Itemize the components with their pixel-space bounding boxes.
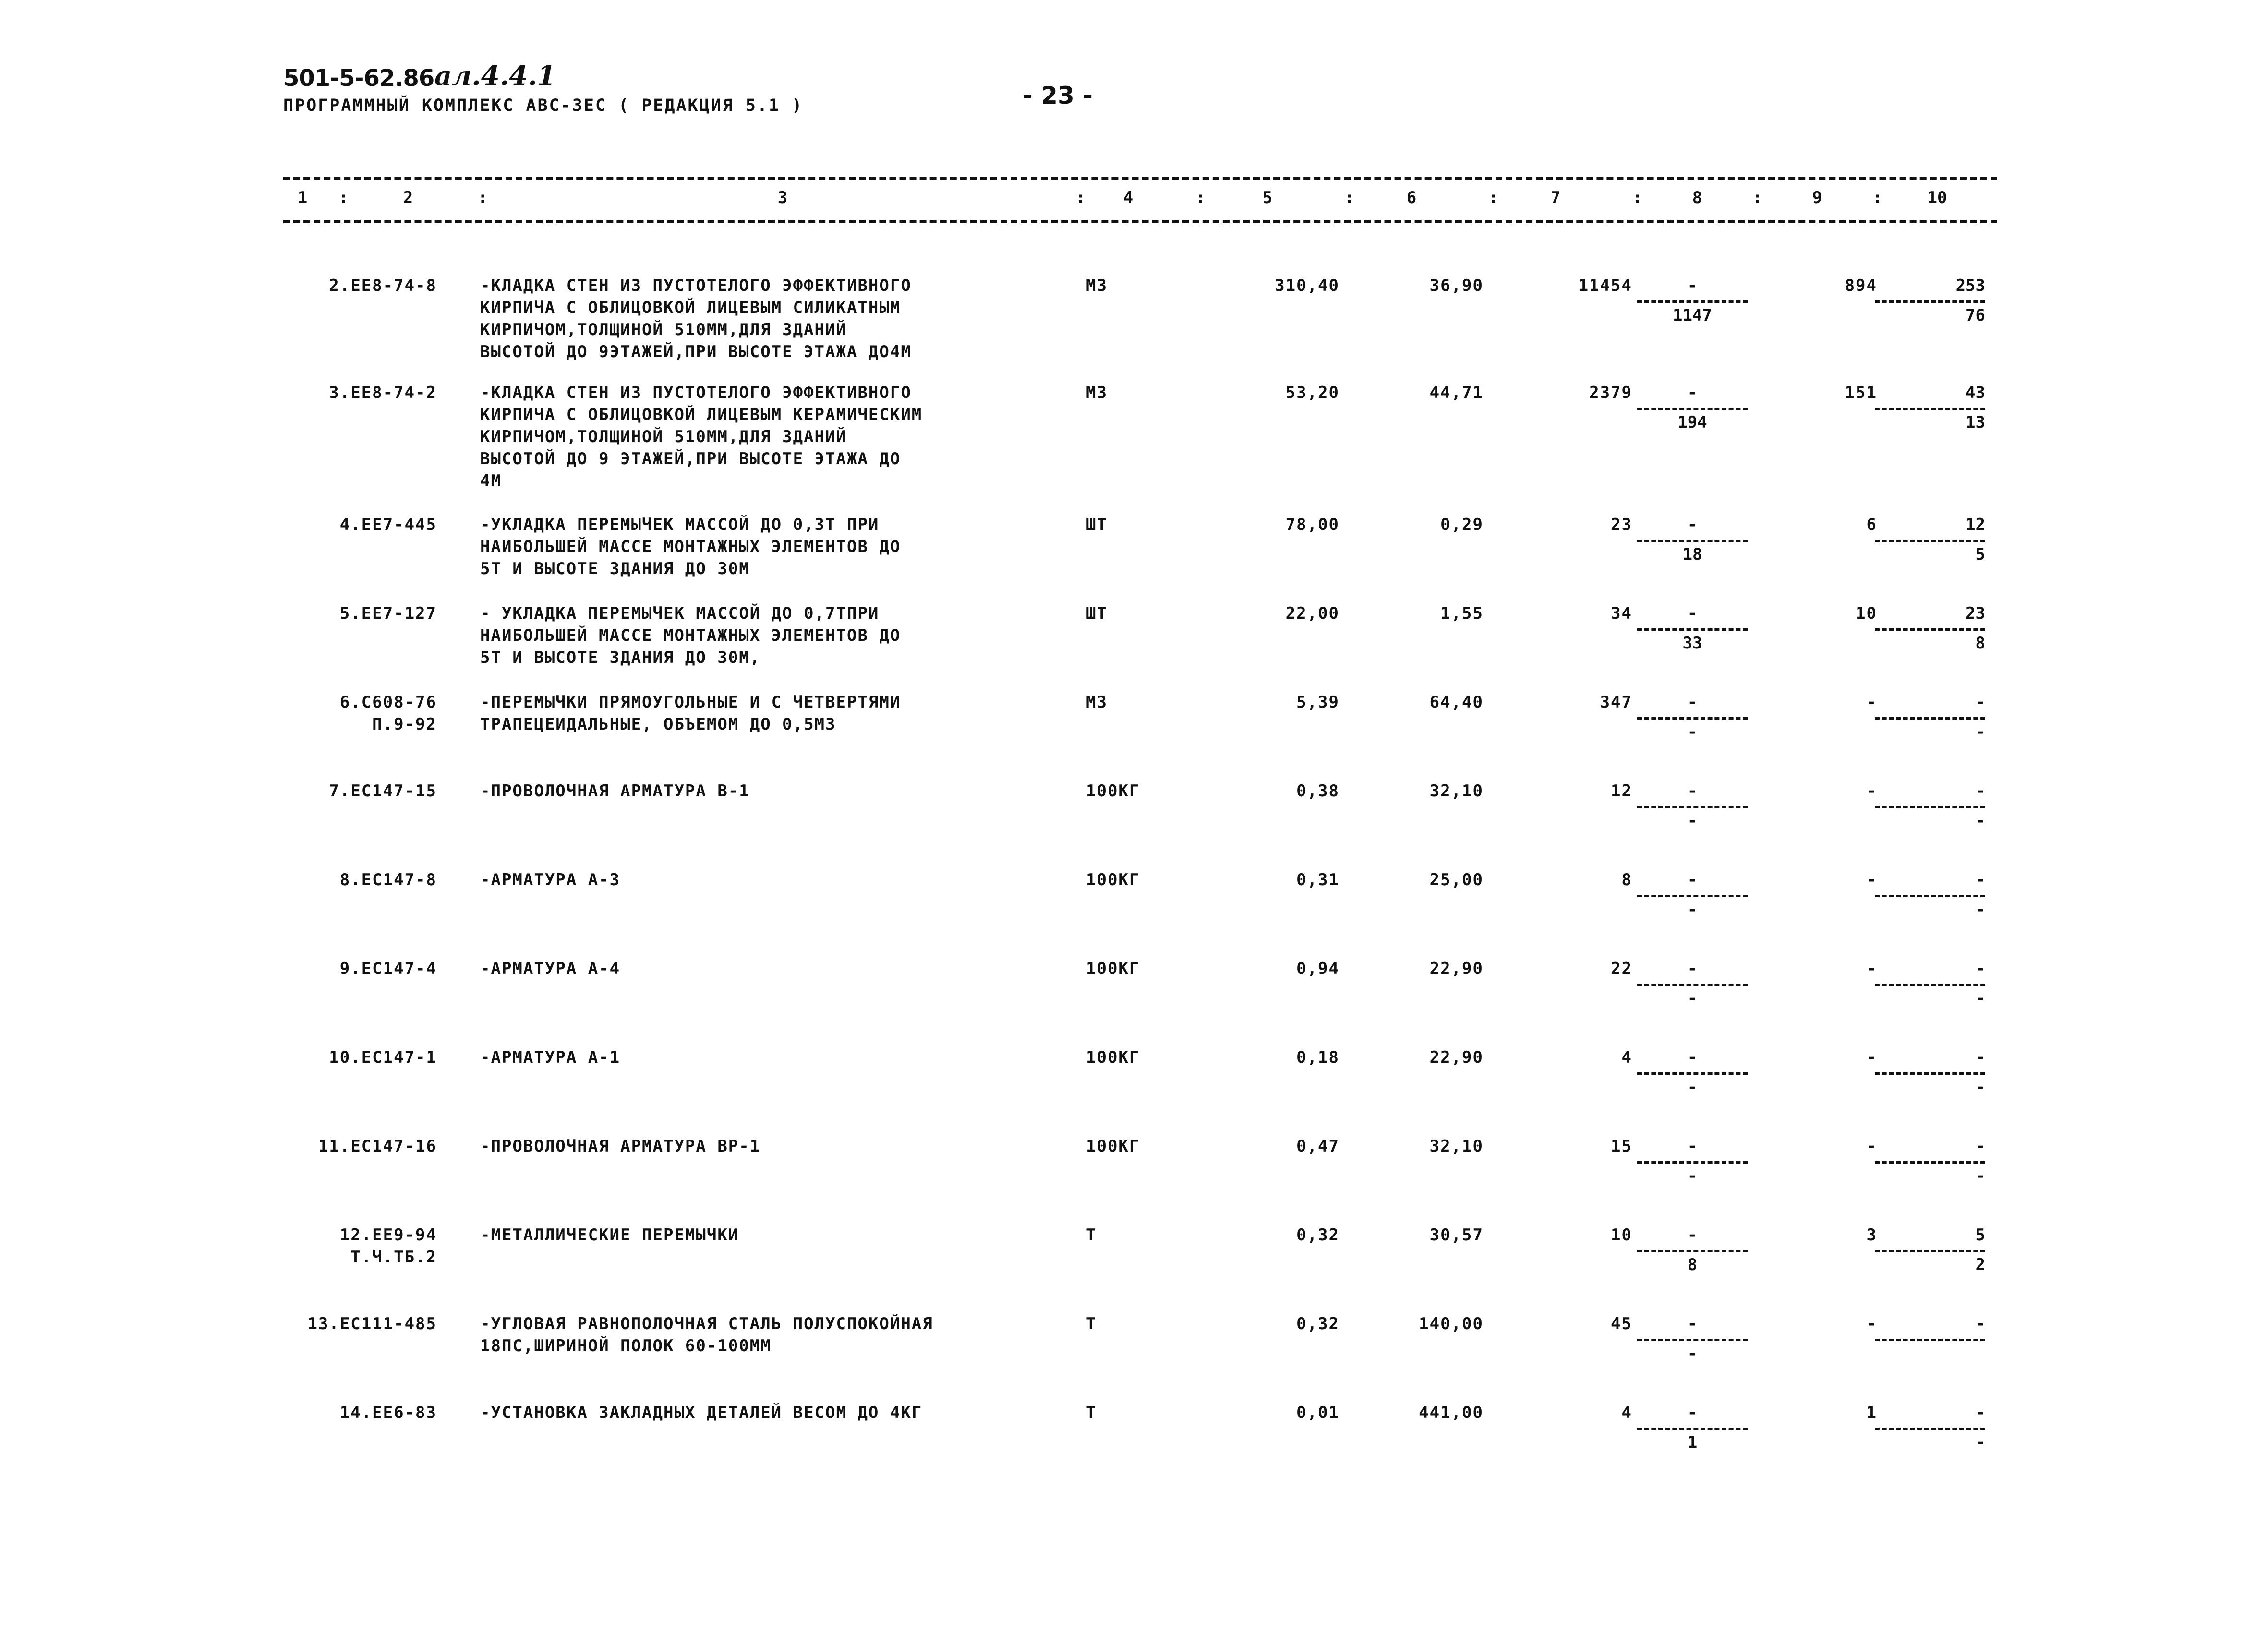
row-column-10-bottom: 2 bbox=[1975, 1255, 1985, 1274]
row-column-8-top: - bbox=[1687, 1314, 1698, 1333]
row-code: 14.ЕЕ6-83 bbox=[339, 1403, 437, 1422]
row-column-9: 6 bbox=[1866, 515, 1877, 534]
row-unit-cost: 32,10 bbox=[1429, 781, 1484, 801]
row-unit-cost: 44,71 bbox=[1429, 383, 1484, 402]
row-code-continuation: П.9-92 bbox=[372, 715, 437, 734]
row-quantity: 78,00 bbox=[1285, 515, 1339, 534]
row-description bbox=[480, 1135, 1056, 1157]
description-line: КИРПИЧОМ,ТОЛЩИНОЙ 510ММ,ДЛЯ ЗДАНИЙ bbox=[480, 320, 847, 339]
table-row bbox=[0, 958, 2268, 1008]
row-column-8-bottom: - bbox=[1687, 1078, 1698, 1097]
fraction-bar bbox=[1637, 1250, 1748, 1252]
row-unit-cost: 441,00 bbox=[1419, 1403, 1484, 1422]
row-column-8-top: - bbox=[1687, 693, 1698, 712]
description-line: -МЕТАЛЛИЧЕСКИЕ ПЕРЕМЫЧКИ bbox=[480, 1225, 739, 1245]
row-description bbox=[480, 1046, 1056, 1068]
fraction-bar bbox=[1637, 628, 1748, 631]
description-line: ВЫСОТОЙ ДО 9ЭТАЖЕЙ,ПРИ ВЫСОТЕ ЭТАЖА ДО4М bbox=[480, 342, 912, 361]
row-unit: М3 bbox=[1086, 693, 1108, 712]
column-header-4: 4 bbox=[1123, 188, 1134, 207]
fraction-bar bbox=[1875, 895, 1985, 897]
column-separator: : bbox=[1488, 188, 1498, 207]
row-column-9: - bbox=[1866, 1314, 1877, 1333]
row-total-cost: 2379 bbox=[1589, 383, 1632, 402]
row-column-9: - bbox=[1866, 959, 1877, 978]
row-column-10-top: 43 bbox=[1966, 383, 1985, 402]
row-quantity: 53,20 bbox=[1285, 383, 1339, 402]
row-column-8-top: - bbox=[1687, 1403, 1698, 1422]
row-quantity: 22,00 bbox=[1285, 604, 1339, 623]
row-total-cost: 347 bbox=[1600, 693, 1632, 712]
column-separator: : bbox=[1195, 188, 1206, 207]
fraction-bar bbox=[1875, 984, 1985, 986]
row-description bbox=[480, 869, 1056, 891]
row-total-cost: 11454 bbox=[1578, 276, 1632, 295]
row-code: 6.С608-76 bbox=[339, 693, 437, 712]
row-column-8-bottom: - bbox=[1687, 900, 1698, 919]
row-unit-cost: 22,90 bbox=[1429, 959, 1484, 978]
row-column-10-top: 23 bbox=[1966, 604, 1985, 623]
row-column-8-bottom: - bbox=[1687, 1166, 1698, 1186]
row-description bbox=[480, 1402, 1056, 1424]
row-unit-cost: 30,57 bbox=[1429, 1225, 1484, 1245]
fraction-bar bbox=[1637, 1428, 1748, 1430]
table-row bbox=[0, 1046, 2268, 1097]
row-column-9: 1 bbox=[1866, 1403, 1877, 1422]
row-unit: М3 bbox=[1086, 383, 1108, 402]
row-column-10-bottom: - bbox=[1975, 1078, 1985, 1097]
row-unit: 100КГ bbox=[1086, 781, 1140, 801]
row-column-8-bottom: - bbox=[1687, 1344, 1698, 1363]
table-row bbox=[0, 602, 2268, 667]
row-column-10-bottom: 8 bbox=[1975, 634, 1985, 653]
row-description bbox=[480, 958, 1056, 980]
row-column-8-top: - bbox=[1687, 870, 1698, 889]
row-column-10-top: 5 bbox=[1975, 1225, 1985, 1245]
row-quantity: 0,31 bbox=[1296, 870, 1339, 889]
row-unit: Т bbox=[1086, 1403, 1097, 1422]
row-column-8-top: - bbox=[1687, 1137, 1698, 1156]
table-row bbox=[0, 1135, 2268, 1186]
table-row bbox=[0, 275, 2268, 361]
document-code: 501-5-62.86 bbox=[283, 65, 434, 92]
row-column-10-top: - bbox=[1975, 1137, 1985, 1156]
row-column-8-top: - bbox=[1687, 515, 1698, 534]
row-column-8-top: - bbox=[1687, 383, 1698, 402]
row-unit: М3 bbox=[1086, 276, 1108, 295]
fraction-bar bbox=[1637, 300, 1748, 303]
row-column-8-top: - bbox=[1687, 781, 1698, 801]
row-column-10-top: - bbox=[1975, 781, 1985, 801]
fraction-bar bbox=[1875, 408, 1985, 410]
column-header-3: 3 bbox=[777, 188, 788, 207]
row-column-8-bottom: 8 bbox=[1687, 1255, 1698, 1274]
description-line: 18ПС,ШИРИНОЙ ПОЛОК 60-100ММ bbox=[480, 1336, 772, 1356]
row-code: 10.ЕС147-1 bbox=[329, 1048, 437, 1067]
row-column-9: - bbox=[1866, 781, 1877, 801]
row-column-9: 151 bbox=[1845, 383, 1877, 402]
row-column-10-top: - bbox=[1975, 1403, 1985, 1422]
table-row bbox=[0, 1224, 2268, 1274]
fraction-bar bbox=[1875, 1072, 1985, 1075]
column-header-5: 5 bbox=[1262, 188, 1273, 207]
column-header-9: 9 bbox=[1812, 188, 1822, 207]
row-code-continuation: Т.Ч.ТБ.2 bbox=[350, 1248, 437, 1267]
row-total-cost: 15 bbox=[1611, 1137, 1632, 1156]
description-line: -УГЛОВАЯ РАВНОПОЛОЧНАЯ СТАЛЬ ПОЛУСПОКОЙНАЯ bbox=[480, 1314, 933, 1333]
row-column-10-bottom: - bbox=[1975, 1433, 1985, 1452]
row-column-10-bottom: - bbox=[1975, 1166, 1985, 1186]
row-quantity: 0,32 bbox=[1296, 1225, 1339, 1245]
table-row bbox=[0, 869, 2268, 919]
row-total-cost: 45 bbox=[1611, 1314, 1632, 1333]
row-total-cost: 4 bbox=[1621, 1048, 1632, 1067]
row-code: 4.ЕЕ7-445 bbox=[339, 515, 437, 534]
row-code: 11.ЕС147-16 bbox=[318, 1137, 437, 1156]
row-column-8-bottom: - bbox=[1687, 722, 1698, 742]
table-row bbox=[0, 691, 2268, 742]
table-row bbox=[0, 1402, 2268, 1452]
fraction-bar bbox=[1637, 717, 1748, 720]
column-header-1: 1 bbox=[297, 188, 308, 207]
row-column-10-bottom: - bbox=[1975, 722, 1985, 742]
row-unit: Т bbox=[1086, 1314, 1097, 1333]
row-quantity: 0,32 bbox=[1296, 1314, 1339, 1333]
description-line: КИРПИЧОМ,ТОЛЩИНОЙ 510ММ,ДЛЯ ЗДАНИЙ bbox=[480, 427, 847, 446]
fraction-bar bbox=[1875, 806, 1985, 808]
column-header-6: 6 bbox=[1406, 188, 1417, 207]
table-row bbox=[0, 382, 2268, 491]
fraction-bar bbox=[1637, 984, 1748, 986]
row-column-10-bottom: 5 bbox=[1975, 545, 1985, 564]
table-header-rule bbox=[283, 220, 1997, 223]
column-separator: : bbox=[1752, 188, 1762, 207]
row-column-10-bottom: - bbox=[1975, 811, 1985, 830]
description-line: - УКЛАДКА ПЕРЕМЫЧЕК МАССОЙ ДО 0,7ТПРИ bbox=[480, 604, 880, 623]
row-column-8-bottom: 18 bbox=[1682, 545, 1702, 564]
column-header-2: 2 bbox=[403, 188, 413, 207]
row-column-10-top: - bbox=[1975, 959, 1985, 978]
table-top-rule bbox=[283, 177, 1997, 180]
description-line: -ПРОВОЛОЧНАЯ АРМАТУРА ВР-1 bbox=[480, 1137, 761, 1156]
fraction-bar bbox=[1875, 1428, 1985, 1430]
row-unit: 100КГ bbox=[1086, 1048, 1140, 1067]
fraction-bar bbox=[1875, 1161, 1985, 1164]
description-line: КИРПИЧА С ОБЛИЦОВКОЙ ЛИЦЕВЫМ КЕРАМИЧЕСКИМ bbox=[480, 405, 923, 424]
column-header-7: 7 bbox=[1550, 188, 1561, 207]
fraction-bar bbox=[1875, 1339, 1985, 1341]
row-description bbox=[480, 780, 1056, 802]
row-quantity: 0,01 bbox=[1296, 1403, 1339, 1422]
table-row bbox=[0, 514, 2268, 578]
row-unit: ШТ bbox=[1086, 515, 1108, 534]
description-line: -АРМАТУРА А-1 bbox=[480, 1048, 621, 1067]
row-column-8-bottom: 33 bbox=[1682, 634, 1702, 653]
description-line: -АРМАТУРА А-3 bbox=[480, 870, 621, 889]
row-description bbox=[480, 1224, 1056, 1246]
row-column-10-bottom: 76 bbox=[1966, 306, 1985, 325]
row-column-8-bottom: - bbox=[1687, 811, 1698, 830]
row-quantity: 0,94 bbox=[1296, 959, 1339, 978]
row-column-9: 894 bbox=[1845, 276, 1877, 295]
fraction-bar bbox=[1637, 1339, 1748, 1341]
description-line: 5Т И ВЫСОТЕ ЗДАНИЯ ДО 30М bbox=[480, 559, 750, 578]
row-total-cost: 22 bbox=[1611, 959, 1632, 978]
row-code: 2.ЕЕ8-74-8 bbox=[329, 276, 437, 295]
row-unit-cost: 0,29 bbox=[1440, 515, 1484, 534]
row-quantity: 0,18 bbox=[1296, 1048, 1339, 1067]
row-code: 5.ЕЕ7-127 bbox=[339, 604, 437, 623]
row-unit: Т bbox=[1086, 1225, 1097, 1245]
row-unit-cost: 36,90 bbox=[1429, 276, 1484, 295]
row-unit: 100КГ bbox=[1086, 870, 1140, 889]
row-quantity: 5,39 bbox=[1296, 693, 1339, 712]
fraction-bar bbox=[1637, 540, 1748, 542]
description-line: 5Т И ВЫСОТЕ ЗДАНИЯ ДО 30М, bbox=[480, 648, 761, 667]
row-quantity: 0,47 bbox=[1296, 1137, 1339, 1156]
fraction-bar bbox=[1637, 408, 1748, 410]
row-column-8-top: - bbox=[1687, 959, 1698, 978]
column-header-8: 8 bbox=[1692, 188, 1702, 207]
row-code: 7.ЕС147-15 bbox=[329, 781, 437, 801]
description-line: -КЛАДКА СТЕН ИЗ ПУСТОТЕЛОГО ЭФФЕКТИВНОГО bbox=[480, 276, 912, 295]
fraction-bar bbox=[1875, 1250, 1985, 1252]
row-column-9: - bbox=[1866, 693, 1877, 712]
row-description bbox=[480, 602, 1056, 669]
row-code: 3.ЕЕ8-74-2 bbox=[329, 383, 437, 402]
row-description bbox=[480, 275, 1056, 363]
description-line: -УСТАНОВКА ЗАКЛАДНЫХ ДЕТАЛЕЙ ВЕСОМ ДО 4КГ bbox=[480, 1403, 923, 1422]
row-code: 8.ЕС147-8 bbox=[339, 870, 437, 889]
row-code: 13.ЕС111-485 bbox=[307, 1314, 437, 1333]
fraction-bar bbox=[1637, 895, 1748, 897]
description-line: 4М bbox=[480, 471, 502, 491]
description-line: -УКЛАДКА ПЕРЕМЫЧЕК МАССОЙ ДО 0,3Т ПРИ bbox=[480, 515, 880, 534]
row-quantity: 310,40 bbox=[1275, 276, 1339, 295]
row-unit-cost: 25,00 bbox=[1429, 870, 1484, 889]
row-description bbox=[480, 514, 1056, 580]
row-column-8-top: - bbox=[1687, 276, 1698, 295]
fraction-bar bbox=[1875, 628, 1985, 631]
column-separator: : bbox=[1872, 188, 1882, 207]
row-code: 12.ЕЕ9-94 bbox=[339, 1225, 437, 1245]
row-column-8-bottom: 1147 bbox=[1673, 306, 1712, 325]
row-unit: 100КГ bbox=[1086, 959, 1140, 978]
description-line: -ПРОВОЛОЧНАЯ АРМАТУРА В-1 bbox=[480, 781, 750, 801]
row-total-cost: 10 bbox=[1611, 1225, 1632, 1245]
column-separator: : bbox=[478, 188, 488, 207]
fraction-bar bbox=[1637, 1161, 1748, 1164]
table-row bbox=[0, 780, 2268, 830]
fraction-bar bbox=[1637, 1072, 1748, 1075]
description-line: НАИБОЛЬШЕЙ МАССЕ МОНТАЖНЫХ ЭЛЕМЕНТОВ ДО bbox=[480, 537, 901, 556]
row-column-10-bottom: - bbox=[1975, 989, 1985, 1008]
row-column-8-bottom: 1 bbox=[1687, 1433, 1698, 1452]
row-quantity: 0,38 bbox=[1296, 781, 1339, 801]
row-column-8-bottom: - bbox=[1687, 989, 1698, 1008]
column-separator: : bbox=[1344, 188, 1354, 207]
row-column-9: - bbox=[1866, 1048, 1877, 1067]
row-total-cost: 4 bbox=[1621, 1403, 1632, 1422]
fraction-bar bbox=[1875, 717, 1985, 720]
row-total-cost: 34 bbox=[1611, 604, 1632, 623]
description-line: -КЛАДКА СТЕН ИЗ ПУСТОТЕЛОГО ЭФФЕКТИВНОГО bbox=[480, 383, 912, 402]
row-column-9: - bbox=[1866, 1137, 1877, 1156]
description-line: НАИБОЛЬШЕЙ МАССЕ МОНТАЖНЫХ ЭЛЕМЕНТОВ ДО bbox=[480, 626, 901, 645]
row-column-10-top: 253 bbox=[1955, 276, 1985, 295]
row-column-8-top: - bbox=[1687, 1048, 1698, 1067]
row-column-10-top: - bbox=[1975, 1314, 1985, 1333]
column-separator: : bbox=[1075, 188, 1086, 207]
row-column-8-top: - bbox=[1687, 1225, 1698, 1245]
description-line: ВЫСОТОЙ ДО 9 ЭТАЖЕЙ,ПРИ ВЫСОТЕ ЭТАЖА ДО bbox=[480, 449, 901, 468]
table-row bbox=[0, 1313, 2268, 1363]
row-description bbox=[480, 1313, 1056, 1357]
row-total-cost: 23 bbox=[1611, 515, 1632, 534]
row-total-cost: 12 bbox=[1611, 781, 1632, 801]
row-code: 9.ЕС147-4 bbox=[339, 959, 437, 978]
row-total-cost: 8 bbox=[1621, 870, 1632, 889]
fraction-bar bbox=[1875, 300, 1985, 303]
fraction-bar bbox=[1875, 540, 1985, 542]
description-line: КИРПИЧА С ОБЛИЦОВКОЙ ЛИЦЕВЫМ СИЛИКАТНЫМ bbox=[480, 298, 901, 317]
row-column-10-bottom: - bbox=[1975, 900, 1985, 919]
fraction-bar bbox=[1637, 806, 1748, 808]
row-unit-cost: 1,55 bbox=[1440, 604, 1484, 623]
row-column-9: 10 bbox=[1856, 604, 1877, 623]
description-line: ТРАПЕЦЕИДАЛЬНЫЕ, ОБЪЕМОМ ДО 0,5М3 bbox=[480, 715, 836, 734]
row-column-10-top: 12 bbox=[1966, 515, 1985, 534]
row-unit-cost: 32,10 bbox=[1429, 1137, 1484, 1156]
row-column-8-top: - bbox=[1687, 604, 1698, 623]
row-column-10-top: - bbox=[1975, 693, 1985, 712]
row-unit-cost: 64,40 bbox=[1429, 693, 1484, 712]
row-column-9: - bbox=[1866, 870, 1877, 889]
row-column-10-top: - bbox=[1975, 870, 1985, 889]
row-unit-cost: 22,90 bbox=[1429, 1048, 1484, 1067]
description-line: -ПЕРЕМЫЧКИ ПРЯМОУГОЛЬНЫЕ И С ЧЕТВЕРТЯМИ bbox=[480, 693, 901, 712]
handwritten-note: ал.4.4.1 bbox=[434, 60, 556, 92]
row-unit: ШТ bbox=[1086, 604, 1108, 623]
row-unit: 100КГ bbox=[1086, 1137, 1140, 1156]
column-separator: : bbox=[338, 188, 349, 207]
row-unit-cost: 140,00 bbox=[1419, 1314, 1484, 1333]
program-line: ПРОГРАММНЫЙ КОМПЛЕКС АВС-ЗЕС ( РЕДАКЦИЯ 5.1 ) bbox=[283, 96, 804, 115]
row-description bbox=[480, 691, 1056, 735]
column-separator: : bbox=[1632, 188, 1642, 207]
row-description bbox=[480, 382, 1056, 492]
row-column-10-top: - bbox=[1975, 1048, 1985, 1067]
row-column-9: 3 bbox=[1866, 1225, 1877, 1245]
row-column-10-bottom: 13 bbox=[1966, 413, 1985, 432]
page-number: - 23 - bbox=[1023, 82, 1093, 109]
description-line: -АРМАТУРА А-4 bbox=[480, 959, 621, 978]
row-column-8-bottom: 194 bbox=[1677, 413, 1707, 432]
column-header-10: 10 bbox=[1927, 188, 1947, 207]
